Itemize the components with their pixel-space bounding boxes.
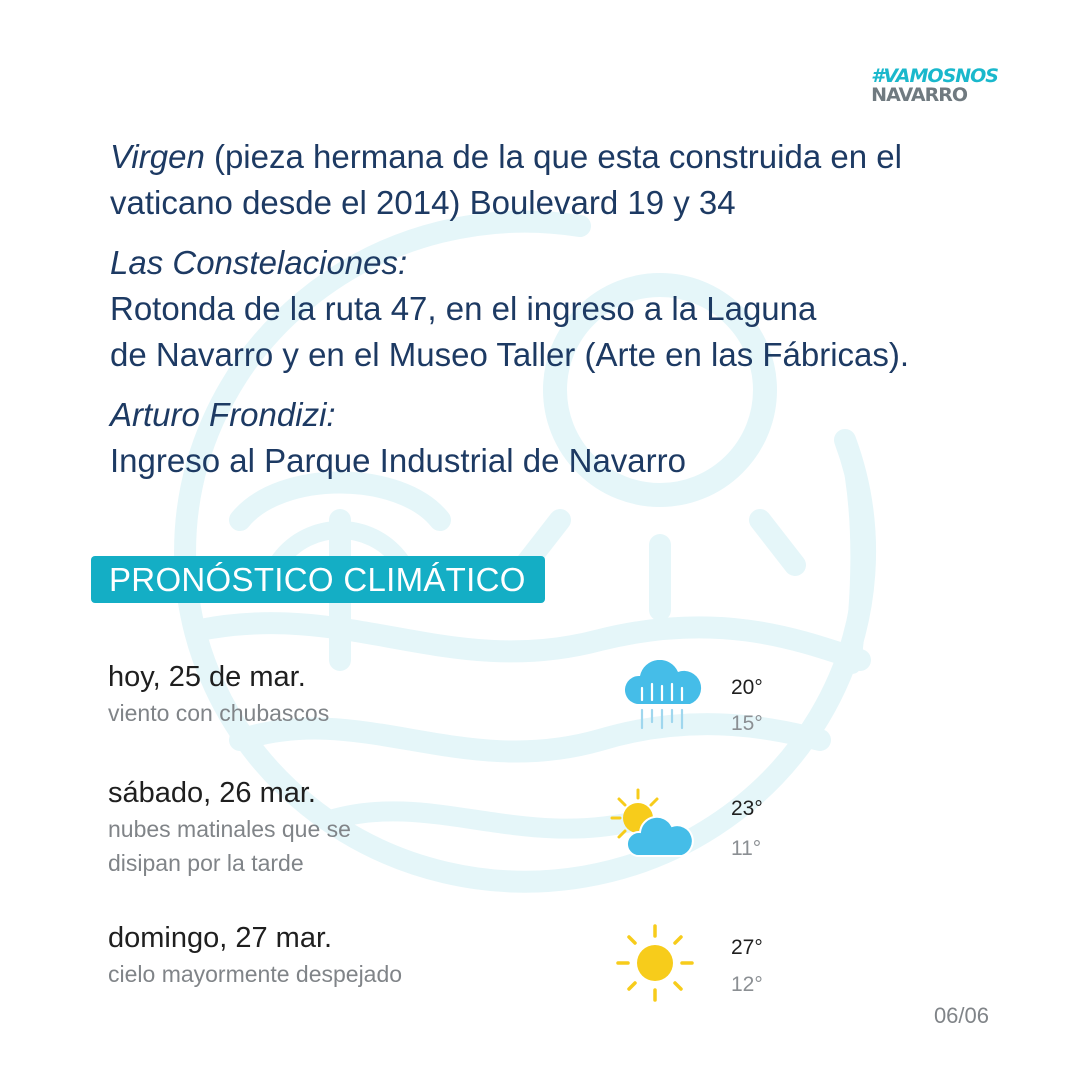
forecast-day-description: nubes matinales que se [108, 816, 351, 842]
logo-hashtag: #VAMOSNOS [871, 65, 998, 87]
place-item [110, 392, 1010, 484]
forecast-day-name: domingo, 27 mar. [108, 922, 333, 954]
place-text: Ingreso al Parque Industrial de Navarro [110, 442, 686, 479]
forecast-day [108, 776, 668, 880]
temp-low: 12° [731, 973, 763, 996]
sun-icon [614, 922, 696, 1004]
place-text: vaticano desde el 2014) Boulevard 19 y 34 [110, 184, 736, 221]
forecast-heading: PRONÓSTICO CLIMÁTICO [91, 556, 545, 603]
place-title: Arturo Frondizi: [110, 396, 336, 433]
forecast-day [108, 921, 668, 991]
place-text: (pieza hermana de la que esta construida en el [204, 138, 902, 175]
forecast-day-name: sábado, 26 mar. [108, 777, 316, 809]
brand-logo [871, 66, 998, 104]
logo-name: NAVARRO [871, 84, 968, 106]
place-text: Rotonda de la ruta 47, en el ingreso a la Laguna [110, 290, 817, 327]
place-item [110, 134, 1010, 226]
places-list [110, 134, 1010, 498]
place-title: Las Constelaciones: [110, 244, 408, 281]
temp-high: 27° [731, 936, 763, 959]
forecast-day-name: hoy, 25 de mar. [108, 661, 306, 693]
temp-low: 15° [731, 712, 763, 735]
place-item [110, 240, 1010, 378]
sun-behind-cloud-icon [604, 786, 700, 860]
place-text: de Navarro y en el Museo Taller (Arte en las Fábricas). [110, 336, 910, 373]
forecast-day-description: disipan por la tarde [108, 850, 304, 876]
rain-cloud-icon [620, 660, 704, 734]
temp-high: 23° [731, 797, 763, 820]
forecast-day [108, 660, 668, 730]
forecast-day-description: cielo mayormente despejado [108, 961, 403, 987]
temp-high: 20° [731, 676, 763, 699]
place-title: Virgen [110, 138, 205, 175]
temp-low: 11° [731, 837, 762, 860]
forecast-day-description: viento con chubascos [108, 700, 330, 726]
page-number: 06/06 [933, 1003, 989, 1028]
